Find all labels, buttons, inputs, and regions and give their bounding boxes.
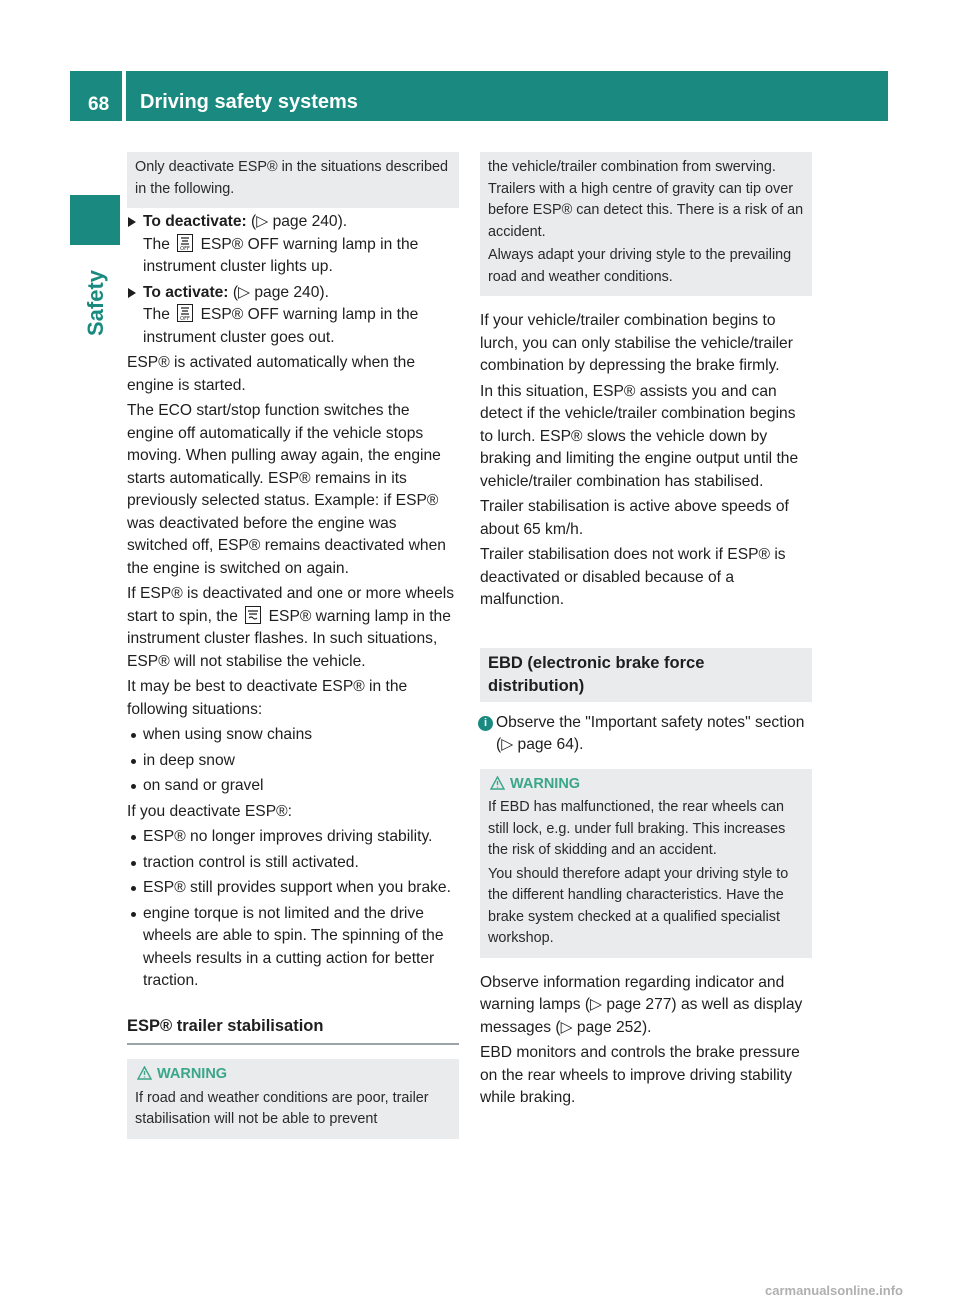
paragraph: ESP® is activated automatically when the engine is started. <box>127 354 415 394</box>
bullet-icon <box>131 733 136 738</box>
list-item-text: ESP® still provides support when you brake. <box>143 879 451 896</box>
bullet-icon <box>131 886 136 891</box>
paragraph: EBD monitors and controls the brake pressure on the rear wheels to improve driving stability while braking. <box>480 1044 800 1106</box>
svg-text:OFF: OFF <box>180 316 191 322</box>
warning-text: If EBD has malfunctioned, the rear wheels can still lock, e.g. under full braking. This increases the risk of skidding and an accident. <box>488 799 786 858</box>
warning-title <box>488 774 804 796</box>
bullet-icon <box>131 861 136 866</box>
activate-text: ESP® OFF warning lamp in the instrument cluster goes out. <box>143 306 419 346</box>
section-heading: ESP® trailer stabilisation <box>127 1011 459 1046</box>
right-column <box>480 152 812 1113</box>
list-item <box>127 852 459 875</box>
list-item <box>127 877 459 900</box>
bullet-icon <box>131 784 136 789</box>
info-text: Observe the "Important safety notes" section (▷ page 64). <box>496 713 805 753</box>
list-item <box>127 750 459 773</box>
list-item-text: when using snow chains <box>143 726 313 743</box>
paragraph <box>127 583 459 673</box>
paragraph-part: ESP® warning lamp in the instrument cluster flashes. In such situations, ESP® will not stabilise the vehicle. <box>127 607 451 670</box>
list-item <box>127 775 459 798</box>
paragraph: It may be best to deactivate ESP® in the following situations: <box>127 678 408 718</box>
paragraph: If your vehicle/trailer combination begins to lurch, you can only stabilise the vehicle/trailer combination by depressing the brake firmly. <box>480 312 793 374</box>
note-box <box>127 152 459 208</box>
step-arrow-icon <box>128 288 136 298</box>
warning-triangle-icon <box>137 1066 152 1080</box>
paragraph: The ECO start/stop function switches the engine off automatically if the vehicle stops moving. When pulling away again, the engine starts automatically. ESP® remains in its previously selected status. Example: if ESP® was deactivated before the engine was switched off, ESP® remains deactivated when the engine is switched on again. <box>127 402 446 577</box>
list-item <box>127 724 459 747</box>
activate-ref[interactable]: (▷ page 240). <box>232 283 329 301</box>
activate-label: To activate: <box>143 283 229 301</box>
section-heading: EBD (electronic brake force distribution) <box>480 648 812 702</box>
page-number: 68 <box>88 94 110 115</box>
step-arrow-icon <box>128 217 136 227</box>
warning-text: If road and weather conditions are poor, trailer stabilisation will not be able to prevent <box>135 1089 429 1127</box>
warning-title-text: WARNING <box>157 1066 228 1082</box>
bullet-icon <box>131 912 136 917</box>
list-item-text: engine torque is not limited and the drive wheels are able to spin. The spinning of the wheels results in a cutting action for better traction. <box>143 904 444 989</box>
the-word: The <box>143 306 170 323</box>
info-icon: i <box>478 716 493 731</box>
paragraph: In this situation, ESP® assists you and can detect if the vehicle/trailer combination begins to lurch. ESP® slows the vehicle down by braking and limiting the engine output until the vehicle/trailer combination has stabilised. <box>480 382 799 490</box>
activate-step <box>127 282 459 350</box>
warning-text: the vehicle/trailer combination from swerving. Trailers with a high centre of gravity can tip over before ESP® can detect this. There is a risk of an accident. <box>488 159 804 240</box>
side-tab-label: Safety <box>83 269 108 336</box>
paragraph: Trailer stabilisation is active above speeds of about 65 km/h. <box>480 498 789 538</box>
page-title: Driving safety systems <box>140 91 358 113</box>
paragraph: If you deactivate ESP®: <box>127 802 292 820</box>
warning-box-continued <box>480 152 812 296</box>
warning-text: Always adapt your driving style to the prevailing road and weather conditions. <box>488 247 792 285</box>
list-item <box>127 826 459 849</box>
warning-title-text: WARNING <box>510 775 581 792</box>
left-column <box>127 152 459 1139</box>
list-item <box>127 903 459 993</box>
warning-title <box>135 1064 451 1086</box>
the-word: The <box>143 235 170 253</box>
deactivate-label: To deactivate: <box>143 213 247 230</box>
esp-off-lamp-icon <box>174 304 196 322</box>
list-item-text: in deep snow <box>143 751 235 769</box>
warning-text: You should therefore adapt your driving style to the different handling characteristics. Have the brake system checked at a qualified specialist workshop. <box>488 865 789 946</box>
svg-text:OFF: OFF <box>180 245 191 252</box>
info-note <box>480 712 812 757</box>
list-item-text: traction control is still activated. <box>143 853 359 871</box>
bullet-icon <box>131 835 136 840</box>
warning-box <box>480 769 812 958</box>
side-tab-block <box>70 195 120 245</box>
esp-off-lamp-icon <box>174 234 196 252</box>
watermark: carmanualsonline.info <box>765 1283 903 1298</box>
esp-warning-lamp-icon <box>242 606 264 624</box>
header-separator <box>122 71 126 121</box>
paragraph-part: If ESP® is deactivated and one or more wheels start to spin, the <box>127 585 455 625</box>
paragraph: Trailer stabilisation does not work if ESP® is deactivated or disabled because of a malfunction. <box>480 546 786 608</box>
paragraph: Observe information regarding indicator and warning lamps (▷ page 277) as well as display messages (▷ page 252). <box>480 973 803 1036</box>
warning-triangle-icon <box>490 776 505 790</box>
bullet-icon <box>131 759 136 764</box>
list-item-text: on sand or gravel <box>143 777 264 794</box>
note-text: Only deactivate ESP® in the situations described in the following. <box>135 159 448 197</box>
warning-box <box>127 1059 459 1139</box>
deactivate-text: ESP® OFF warning lamp in the instrument cluster lights up. <box>143 235 419 275</box>
deactivate-ref[interactable]: (▷ page 240). <box>251 213 348 230</box>
deactivate-step <box>127 211 459 279</box>
list-item-text: ESP® no longer improves driving stability. <box>143 828 433 845</box>
